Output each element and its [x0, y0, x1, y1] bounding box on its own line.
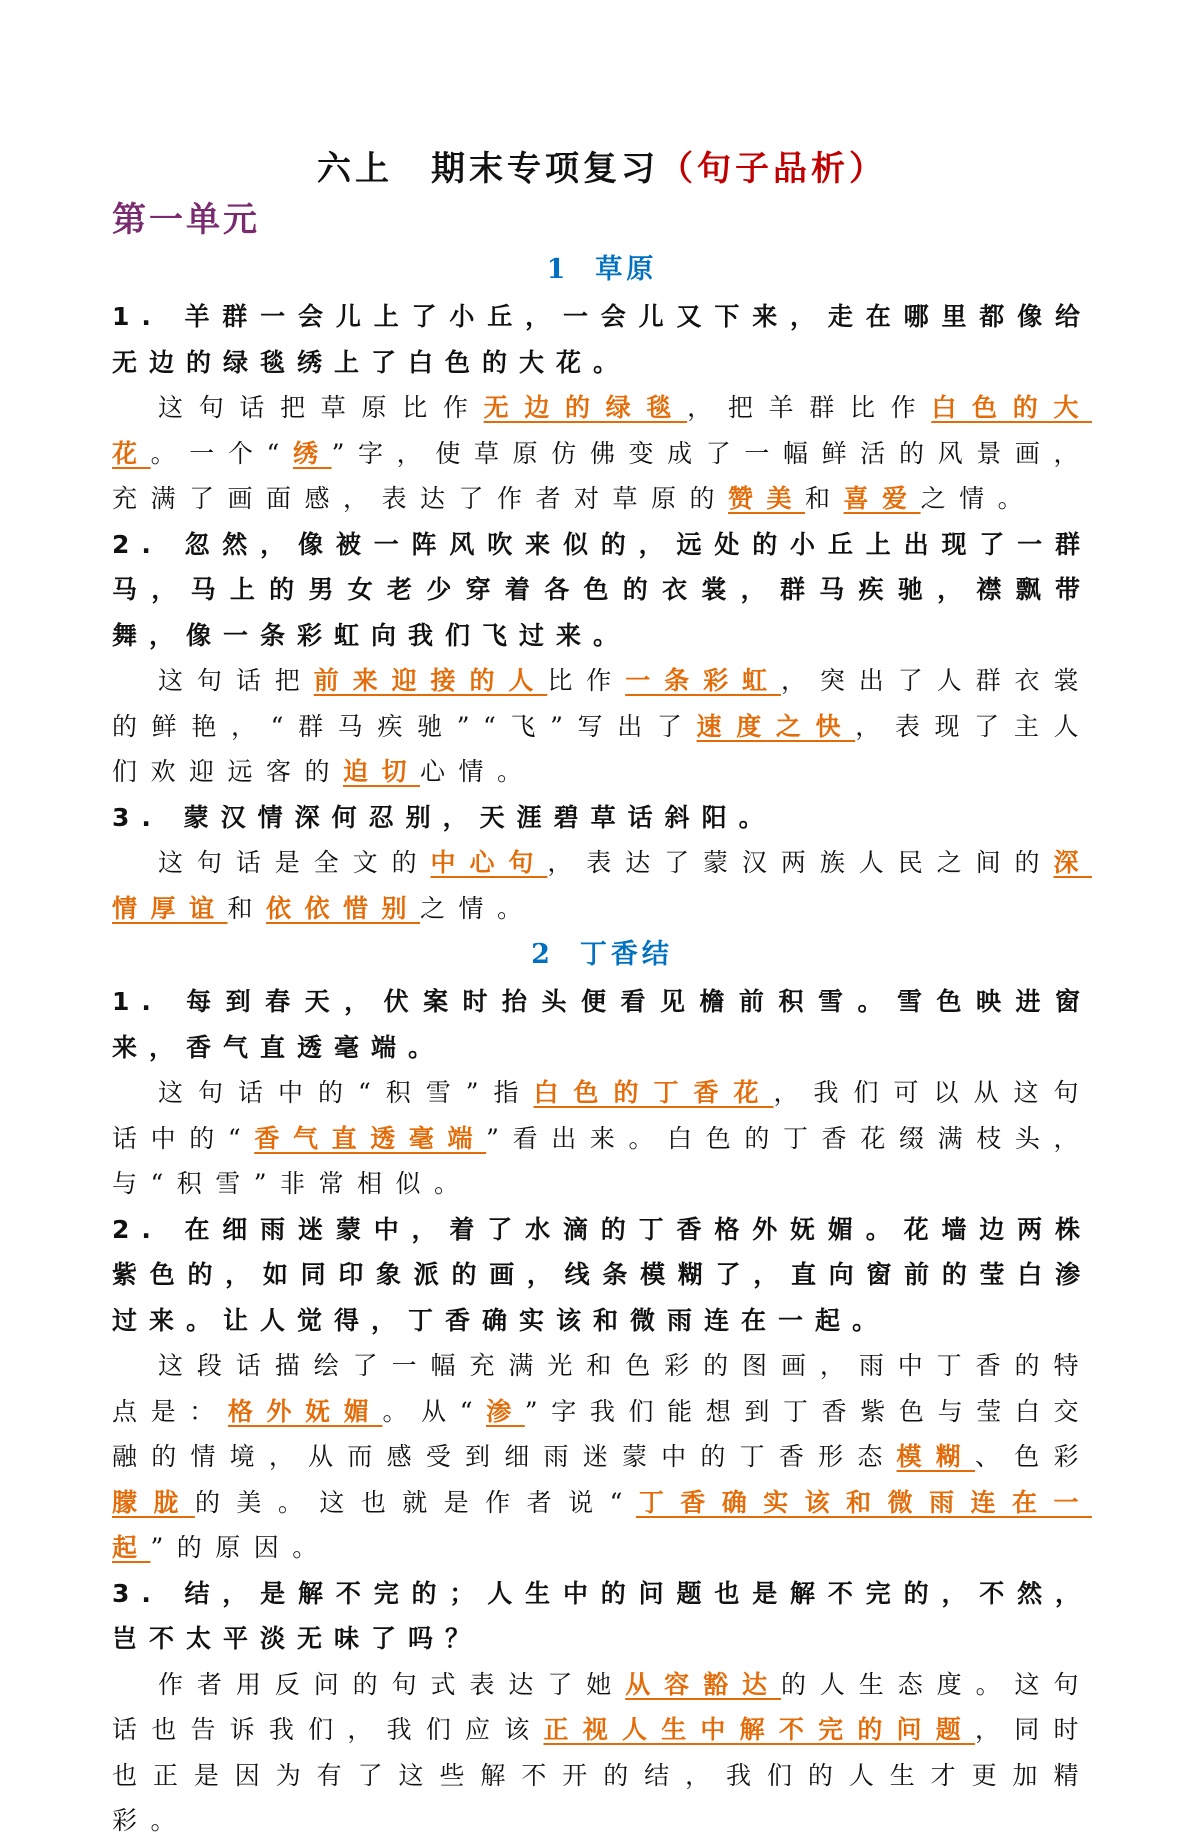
answer-text: 作者用反问的句式表达了她 [158, 1669, 626, 1699]
answer-keyword: 白色的大花 [112, 393, 1092, 468]
title-main: 六上 期末专项复习 [317, 149, 659, 189]
answer-text: ，表达了蒙汉两族人民之间的 [547, 848, 1054, 877]
answer-text: ，表现了主人们欢迎远客的 [112, 711, 1092, 786]
answer-text: 这句话是全文的 [158, 848, 431, 877]
answer-paragraph [112, 1343, 1092, 1571]
answer-text: 这句话把草原比作 [158, 393, 484, 422]
answer-text: 这段话描绘了一幅充满光和色彩的图画，雨中丁香的特点是： [112, 1351, 1092, 1426]
answer-keyword: 赞美 [728, 484, 806, 513]
question-sentence: 3. 蒙汉情深何忍别，天涯碧草话斜阳。 [112, 802, 776, 832]
answer-keyword: 深情厚谊 [112, 848, 1092, 923]
lesson-number: 2 [531, 939, 554, 970]
answer-keyword: 依依惜别 [266, 893, 421, 923]
lesson-number: 1 [546, 254, 570, 285]
answer-keyword: 从容豁达 [625, 1669, 781, 1699]
question-sentence: 3. 结，是解不完的；人生中的问题也是解不完的，不然，岂不太平淡无味了吗？ [112, 1578, 1092, 1653]
answer-keyword: 香气直透毫端 [254, 1123, 487, 1153]
answer-keyword: 中心句 [430, 848, 548, 877]
answer-keyword: 朦胧 [112, 1487, 195, 1517]
answer-text: ”字，使草原仿佛变成了一幅鲜活的风景画，充满了画面感，表达了作者对草原的 [112, 438, 1092, 513]
answer-text: 心情。 [420, 757, 536, 786]
lesson-name: 草原 [595, 254, 658, 285]
answer-keyword: 前来迎接的人 [313, 666, 548, 695]
answer-keyword: 绣 [292, 438, 332, 468]
answer-text: ，我们可以从这句话中的“ [112, 1078, 1092, 1153]
answer-paragraph [112, 1662, 1092, 1844]
unit-heading: 第一单元 [112, 200, 260, 240]
lessons-container [112, 246, 1092, 1844]
answer-text: 之情。 [420, 893, 536, 923]
answer-text: 和 [227, 893, 267, 923]
answer-text: 的美。这也就是作者说“ [194, 1487, 636, 1517]
answer-text: ”看出来。白色的丁香花缀满枝头，与“积雪”非常相似。 [112, 1123, 1092, 1198]
question-sentence: 2. 在细雨迷蒙中，着了水滴的丁香格外妩媚。花墙边两株紫色的，如同印象派的画，线条模糊了，直向窗前的莹白渗过来。让人觉得，丁香确实该和微雨连在一起。 [112, 1214, 1092, 1335]
answer-text: ，把羊群比作 [687, 393, 932, 422]
answer-text: 。一个“ [150, 438, 293, 468]
answer-keyword: 迫切 [343, 757, 421, 786]
question-sentence: 2. 忽然，像被一阵风吹来似的，远处的小丘上出现了一群马，马上的男女老少穿着各色的衣裳，群马疾驰，襟飘带舞，像一条彩虹向我们飞过来。 [112, 529, 1092, 650]
answer-text: ，突出了人群衣裳的鲜艳，“群马疾驰”“飞”写出了 [112, 666, 1092, 741]
answer-keyword: 一条彩虹 [625, 666, 781, 695]
answer-keyword: 正视人生中解不完的问题 [543, 1715, 976, 1744]
answer-paragraph [112, 840, 1092, 931]
answer-text: ”的原因。 [150, 1533, 331, 1562]
answer-paragraph [112, 658, 1092, 795]
answer-paragraph [112, 1070, 1092, 1207]
question-sentence: 1. 每到春天，伏案时抬头便看见檐前积雪。雪色映进窗来，香气直透毫端。 [112, 987, 1092, 1062]
answer-text: 这句话中的“积雪”指 [158, 1078, 534, 1107]
answer-keyword: 白色的丁香花 [533, 1078, 774, 1107]
answer-keyword: 丁香确实该和微雨连在一起 [112, 1487, 1092, 1562]
title-highlight: （句子品析） [659, 149, 887, 189]
answer-text: ，同时也正是因为有了这些解不开的结，我们的人生才更加精彩。 [112, 1715, 1092, 1835]
answer-keyword: 无边的绿毯 [483, 393, 688, 422]
answer-text: 比作 [547, 666, 626, 695]
answer-text: 之情。 [920, 484, 1037, 513]
answer-keyword: 格外妩媚 [227, 1396, 383, 1426]
answer-text: 。从“ [382, 1396, 487, 1426]
answer-text: ”字我们能想到丁香紫色与莹白交融的情境，从而感受到细雨迷蒙中的丁香形态 [112, 1396, 1092, 1471]
answer-paragraph [112, 385, 1092, 522]
answer-text: 和 [805, 484, 844, 513]
answer-keyword: 模糊 [896, 1442, 976, 1471]
document-title [112, 144, 1092, 194]
lesson-heading [112, 931, 1092, 979]
answer-keyword: 渗 [486, 1396, 525, 1426]
answer-keyword: 速度之快 [696, 711, 856, 741]
answer-text: 、色彩 [975, 1442, 1092, 1471]
lesson-name: 丁香结 [579, 939, 673, 970]
document-page [112, 144, 1092, 1844]
lesson-heading [112, 246, 1092, 294]
question-sentence: 1. 羊群一会儿上了小丘，一会儿又下来，走在哪里都像给无边的绿毯绣上了白色的大花。 [112, 302, 1092, 377]
answer-keyword: 喜爱 [843, 484, 921, 513]
answer-text: 的人生态度。这句话也告诉我们，我们应该 [112, 1669, 1092, 1744]
answer-text: 这句话把 [158, 666, 314, 695]
